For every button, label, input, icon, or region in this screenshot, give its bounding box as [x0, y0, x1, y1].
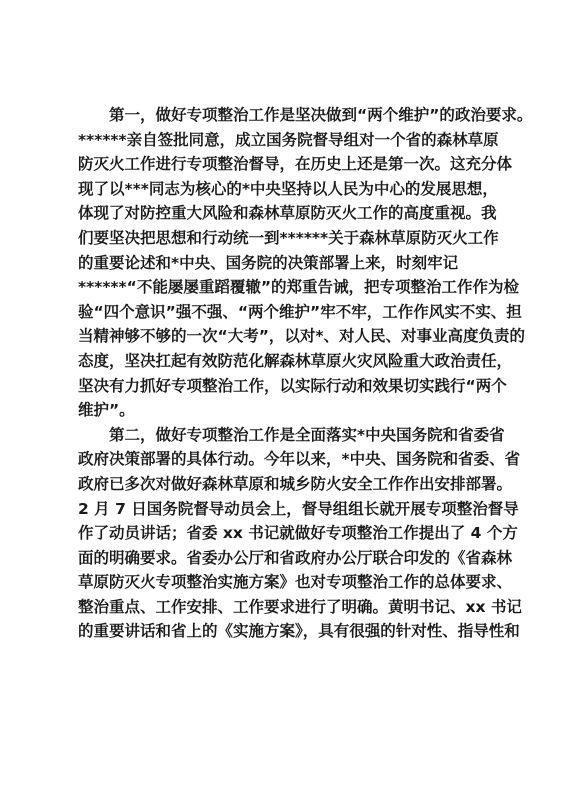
- text-line: 2 月 7 日国务院督导动员会上，督导组组长就开展专项整治督导: [78, 499, 519, 518]
- text-line: 第二，做好专项整治工作是全面落实*中央国务院和省委省: [109, 425, 505, 444]
- text-line: 坚决有力抓好专项整治工作，以实际行动和效果切实践行“两个: [78, 376, 507, 395]
- text-line: 们要坚决把思想和行动统一到******关于森林草原防灭火工作: [78, 228, 499, 247]
- text-line: 整治重点、工作安排、工作要求进行了明确。黄明书记、xx 书记: [78, 597, 522, 616]
- text-line: 防灭火工作进行专项整治督导，在历史上还是第一次。这充分体: [78, 155, 513, 174]
- text-line: 草原防灭火专项整治实施方案》也对专项整治工作的总体要求、: [78, 573, 513, 592]
- text-line: 态度，坚决扛起有效防范化解森林草原火灾风险重大政治责任，: [78, 351, 513, 370]
- paragraph-1: [78, 103, 533, 423]
- text-line: 维护”。: [78, 401, 135, 420]
- text-line: 验“四个意识”强不强、“两个维护”牢不牢，工作作风实不实、担: [78, 302, 522, 321]
- text-line: 政府已多次对做好森林草原和城乡防火安全工作作出安排部署。: [78, 474, 513, 493]
- text-line: 当精神够不够的一次“大考”，以对*、对人民、对事业高度负责的: [78, 327, 525, 346]
- text-line: 体现了对防控重大风险和森林草原防灭火工作的高度重视。我: [78, 204, 497, 223]
- paragraph-2: [78, 423, 522, 644]
- body-text: [78, 103, 533, 644]
- text-line: 第一，做好专项整治工作是坚决做到“两个维护”的政治要求。: [109, 106, 533, 124]
- text-line: ******“不能屡屡重蹈覆辙”的郑重告诫，把专项整治工作作为检: [78, 278, 520, 297]
- text-line: 政府决策部署的具体行动。今年以来，*中央、国务院和省委、省: [78, 450, 521, 469]
- text-line: 面的明确要求。省委办公厅和省政府办公厅联合印发的《省森林: [78, 548, 513, 567]
- text-line: 现了以***同志为核心的*中央坚持以人民为中心的发展思想，: [78, 179, 498, 198]
- text-line: 的重要讲话和省上的《实施方案》，具有很强的针对性、指导性和: [78, 622, 520, 641]
- text-line: ******亲自签批同意，成立国务院督导组对一个省的森林草原: [78, 130, 499, 149]
- text-line: 作了动员讲话；省委 xx 书记就做好专项整治工作提出了 4 个方: [78, 524, 518, 543]
- text-line: 的重要论述和*中央、国务院的决策部署上来，时刻牢记: [78, 253, 459, 272]
